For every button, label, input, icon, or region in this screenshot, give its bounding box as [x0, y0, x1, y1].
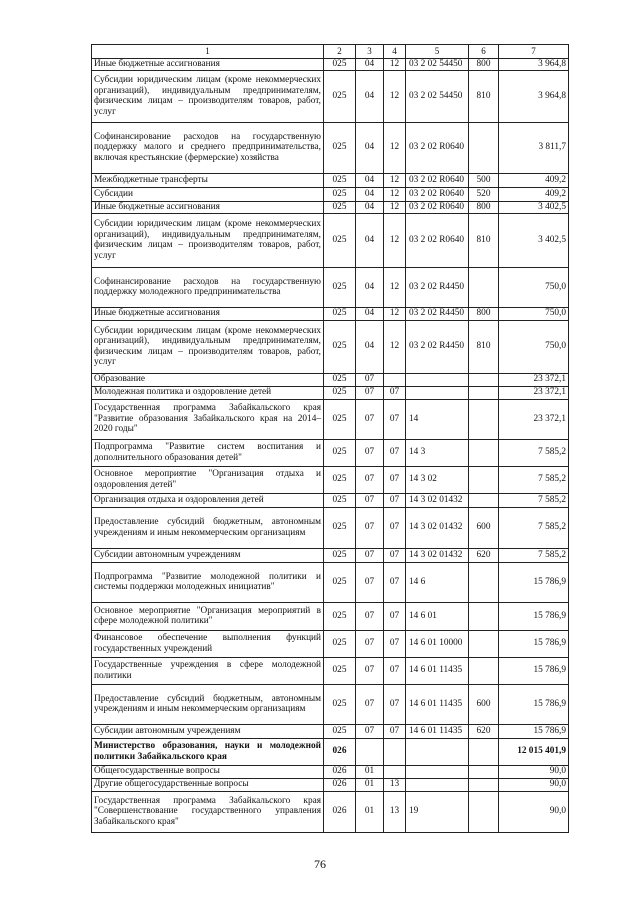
row-ministry-code: 026	[324, 778, 356, 791]
row-target-article-code: 14 3 02	[406, 466, 469, 493]
row-subsection-code: 07	[384, 493, 406, 507]
col-header-name: 1	[92, 45, 324, 59]
row-expense-type-code	[469, 657, 499, 684]
col-header-expense-type: 6	[469, 45, 499, 59]
row-expense-type-code	[469, 602, 499, 630]
row-ministry-code: 025	[324, 59, 356, 71]
row-expense-type-code	[469, 466, 499, 493]
row-amount: 15 786,9	[499, 630, 569, 657]
row-amount: 15 786,9	[499, 602, 569, 630]
row-subsection-code: 12	[384, 59, 406, 71]
row-section-code: 07	[356, 684, 384, 724]
row-amount: 3 964,8	[499, 70, 569, 122]
row-ministry-code: 025	[324, 267, 356, 307]
row-expense-type-code: 600	[469, 684, 499, 724]
row-name: Субсидии автономным учреждениям	[92, 548, 324, 562]
table-row	[92, 70, 569, 122]
row-amount: 90,0	[499, 765, 569, 778]
row-subsection-code: 12	[384, 267, 406, 307]
row-expense-type-code: 500	[469, 173, 499, 187]
table-row	[92, 765, 569, 778]
row-section-code: 04	[356, 59, 384, 71]
row-subsection-code: 13	[384, 778, 406, 791]
row-ministry-code: 025	[324, 386, 356, 399]
col-header-target-article: 5	[406, 45, 469, 59]
row-ministry-code: 025	[324, 373, 356, 386]
row-amount: 750,0	[499, 267, 569, 307]
row-name: Субсидии автономным учреждениям	[92, 724, 324, 738]
row-section-code: 01	[356, 778, 384, 791]
row-subsection-code	[384, 765, 406, 778]
row-ministry-code: 025	[324, 684, 356, 724]
row-expense-type-code: 800	[469, 201, 499, 213]
row-expense-type-code	[469, 765, 499, 778]
table-row	[92, 562, 569, 602]
row-target-article-code: 14 3 02 01432	[406, 548, 469, 562]
row-name: Подпрограмма "Развитие систем воспитания и дополнительного образования детей"	[92, 439, 324, 466]
row-subsection-code: 07	[384, 657, 406, 684]
row-amount: 3 811,7	[499, 122, 569, 173]
row-target-article-code: 14	[406, 399, 469, 439]
row-amount: 3 402,5	[499, 213, 569, 267]
row-section-code: 07	[356, 439, 384, 466]
row-amount: 12 015 401,9	[499, 738, 569, 765]
row-expense-type-code	[469, 778, 499, 791]
row-amount: 15 786,9	[499, 562, 569, 602]
row-subsection-code: 07	[384, 630, 406, 657]
row-name: Министерство образования, науки и молодежной политики Забайкальского края	[92, 738, 324, 765]
row-section-code: 07	[356, 602, 384, 630]
row-expense-type-code: 520	[469, 187, 499, 201]
row-section-code: 07	[356, 399, 384, 439]
row-section-code: 04	[356, 70, 384, 122]
row-subsection-code: 07	[384, 562, 406, 602]
row-subsection-code: 13	[384, 791, 406, 832]
row-target-article-code: 14 3 02 01432	[406, 493, 469, 507]
col-header-section: 3	[356, 45, 384, 59]
row-expense-type-code: 620	[469, 548, 499, 562]
table-row	[92, 630, 569, 657]
row-expense-type-code: 800	[469, 59, 499, 71]
row-name: Основное мероприятие "Организация мероприятий в сфере молодежной политики"	[92, 602, 324, 630]
row-subsection-code: 12	[384, 307, 406, 320]
table-row	[92, 507, 569, 548]
row-expense-type-code	[469, 386, 499, 399]
row-section-code: 04	[356, 122, 384, 173]
row-section-code: 07	[356, 386, 384, 399]
row-name: Подпрограмма "Развитие молодежной политики и системы поддержки молодежных инициатив"	[92, 562, 324, 602]
row-name: Субсидии юридическим лицам (кроме некоммерческих организаций), индивидуальным предпринимателям, физическим лицам – производителям товаров, работ, услуг	[92, 213, 324, 267]
page-number: 76	[314, 857, 326, 871]
row-target-article-code	[406, 373, 469, 386]
table-row	[92, 59, 569, 71]
row-subsection-code: 07	[384, 602, 406, 630]
table-row	[92, 778, 569, 791]
row-amount: 7 585,2	[499, 548, 569, 562]
row-ministry-code: 025	[324, 399, 356, 439]
row-target-article-code: 19	[406, 791, 469, 832]
row-ministry-code: 025	[324, 493, 356, 507]
row-expense-type-code	[469, 439, 499, 466]
row-name: Иные бюджетные ассигнования	[92, 307, 324, 320]
row-subsection-code: 07	[384, 724, 406, 738]
row-ministry-code: 025	[324, 507, 356, 548]
row-subsection-code: 12	[384, 122, 406, 173]
row-section-code: 07	[356, 657, 384, 684]
row-expense-type-code: 810	[469, 70, 499, 122]
row-expense-type-code	[469, 122, 499, 173]
table-row	[92, 738, 569, 765]
row-subsection-code: 12	[384, 187, 406, 201]
row-name: Общегосударственные вопросы	[92, 765, 324, 778]
row-amount: 15 786,9	[499, 684, 569, 724]
row-ministry-code: 025	[324, 320, 356, 373]
row-ministry-code: 025	[324, 307, 356, 320]
row-target-article-code: 14 6 01	[406, 602, 469, 630]
row-subsection-code: 12	[384, 320, 406, 373]
row-section-code: 01	[356, 765, 384, 778]
row-ministry-code: 025	[324, 724, 356, 738]
row-amount: 7 585,2	[499, 507, 569, 548]
row-ministry-code: 025	[324, 439, 356, 466]
row-ministry-code: 026	[324, 791, 356, 832]
row-ministry-code: 025	[324, 602, 356, 630]
row-expense-type-code: 810	[469, 320, 499, 373]
row-section-code: 07	[356, 562, 384, 602]
row-subsection-code: 07	[384, 507, 406, 548]
row-expense-type-code: 810	[469, 213, 499, 267]
table-row	[92, 307, 569, 320]
row-target-article-code: 03 2 02 R0640	[406, 173, 469, 187]
row-subsection-code: 07	[384, 548, 406, 562]
row-ministry-code: 025	[324, 562, 356, 602]
table-row	[92, 399, 569, 439]
row-expense-type-code	[469, 791, 499, 832]
budget-table-page	[91, 44, 568, 833]
row-target-article-code: 03 2 02 R4450	[406, 307, 469, 320]
row-expense-type-code	[469, 373, 499, 386]
row-section-code: 04	[356, 187, 384, 201]
row-expense-type-code	[469, 630, 499, 657]
row-section-code: 04	[356, 307, 384, 320]
row-section-code: 07	[356, 630, 384, 657]
table-row	[92, 386, 569, 399]
table-row	[92, 466, 569, 493]
row-amount: 23 372,1	[499, 373, 569, 386]
row-amount: 409,2	[499, 187, 569, 201]
row-amount: 23 372,1	[499, 386, 569, 399]
row-subsection-code: 07	[384, 684, 406, 724]
table-row	[92, 187, 569, 201]
row-ministry-code: 025	[324, 173, 356, 187]
row-ministry-code: 025	[324, 70, 356, 122]
table-row	[92, 173, 569, 187]
row-name: Финансовое обеспечение выполнения функций государственных учреждений	[92, 630, 324, 657]
row-section-code: 07	[356, 724, 384, 738]
row-amount: 90,0	[499, 778, 569, 791]
row-section-code: 07	[356, 493, 384, 507]
row-section-code: 07	[356, 466, 384, 493]
row-target-article-code	[406, 386, 469, 399]
row-section-code: 04	[356, 173, 384, 187]
row-subsection-code: 07	[384, 386, 406, 399]
row-ministry-code: 026	[324, 738, 356, 765]
row-section-code: 04	[356, 320, 384, 373]
row-ministry-code: 026	[324, 765, 356, 778]
row-section-code: 01	[356, 791, 384, 832]
row-ministry-code: 025	[324, 187, 356, 201]
row-section-code: 07	[356, 507, 384, 548]
row-name: Софинансирование расходов на государственную поддержку молодежного предпринимательства	[92, 267, 324, 307]
row-target-article-code: 14 6 01 11435	[406, 724, 469, 738]
col-header-subsection: 4	[384, 45, 406, 59]
row-target-article-code: 03 2 02 54450	[406, 59, 469, 71]
table-row	[92, 213, 569, 267]
row-amount: 15 786,9	[499, 724, 569, 738]
row-name: Субсидии юридическим лицам (кроме некоммерческих организаций), индивидуальным предпринимателям, физическим лицам – производителям товаров, работ, услуг	[92, 70, 324, 122]
row-subsection-code: 07	[384, 399, 406, 439]
row-ministry-code: 025	[324, 466, 356, 493]
row-amount: 15 786,9	[499, 657, 569, 684]
row-expense-type-code	[469, 267, 499, 307]
row-expense-type-code	[469, 399, 499, 439]
row-subsection-code	[384, 738, 406, 765]
table-row	[92, 320, 569, 373]
row-section-code: 04	[356, 201, 384, 213]
table-row	[92, 373, 569, 386]
row-name: Образование	[92, 373, 324, 386]
table-row	[92, 122, 569, 173]
row-ministry-code: 025	[324, 201, 356, 213]
row-target-article-code	[406, 778, 469, 791]
row-expense-type-code: 620	[469, 724, 499, 738]
row-name: Государственная программа Забайкальского края "Совершенствование государственного управления Забайкальского края"	[92, 791, 324, 832]
row-amount: 23 372,1	[499, 399, 569, 439]
row-subsection-code: 12	[384, 201, 406, 213]
row-name: Субсидии юридическим лицам (кроме некоммерческих организаций), индивидуальным предпринимателям, физическим лицам – производителям товаров, работ, услуг	[92, 320, 324, 373]
table-row	[92, 791, 569, 832]
table-row	[92, 684, 569, 724]
row-section-code: 04	[356, 267, 384, 307]
row-ministry-code: 025	[324, 548, 356, 562]
row-amount: 3 402,5	[499, 201, 569, 213]
row-target-article-code: 03 2 02 R4450	[406, 320, 469, 373]
row-name: Межбюджетные трансферты	[92, 173, 324, 187]
row-amount: 90,0	[499, 791, 569, 832]
row-target-article-code: 14 3 02 01432	[406, 507, 469, 548]
row-amount: 409,2	[499, 173, 569, 187]
col-header-ministry: 2	[324, 45, 356, 59]
table-row	[92, 201, 569, 213]
row-expense-type-code: 600	[469, 507, 499, 548]
row-expense-type-code	[469, 562, 499, 602]
row-section-code: 07	[356, 373, 384, 386]
row-section-code: 04	[356, 213, 384, 267]
row-name: Молодежная политика и оздоровление детей	[92, 386, 324, 399]
row-amount: 7 585,2	[499, 466, 569, 493]
row-name: Государственная программа Забайкальского края "Развитие образования Забайкальского края на 2014–2020 годы"	[92, 399, 324, 439]
row-target-article-code: 03 2 02 54450	[406, 70, 469, 122]
row-subsection-code: 07	[384, 466, 406, 493]
row-name: Иные бюджетные ассигнования	[92, 201, 324, 213]
row-amount: 7 585,2	[499, 439, 569, 466]
budget-table	[91, 44, 569, 833]
row-ministry-code: 025	[324, 630, 356, 657]
row-target-article-code: 03 2 02 R4450	[406, 267, 469, 307]
row-target-article-code: 03 2 02 R0640	[406, 201, 469, 213]
row-amount: 3 964,8	[499, 59, 569, 71]
row-expense-type-code: 800	[469, 307, 499, 320]
row-name: Предоставление субсидий бюджетным, автономным учреждениям и иным некоммерческим организациям	[92, 507, 324, 548]
row-target-article-code: 03 2 02 R0640	[406, 122, 469, 173]
row-target-article-code: 03 2 02 R0640	[406, 213, 469, 267]
table-row	[92, 548, 569, 562]
row-ministry-code: 025	[324, 213, 356, 267]
row-subsection-code: 07	[384, 439, 406, 466]
row-section-code	[356, 738, 384, 765]
row-subsection-code: 12	[384, 173, 406, 187]
row-subsection-code	[384, 373, 406, 386]
row-name: Предоставление субсидий бюджетным, автономным учреждениям и иным некоммерческим организациям	[92, 684, 324, 724]
table-row	[92, 602, 569, 630]
row-target-article-code: 14 6 01 10000	[406, 630, 469, 657]
table-row	[92, 724, 569, 738]
row-target-article-code: 03 2 02 R0640	[406, 187, 469, 201]
row-amount: 750,0	[499, 320, 569, 373]
table-row	[92, 267, 569, 307]
row-target-article-code	[406, 738, 469, 765]
row-target-article-code: 14 3	[406, 439, 469, 466]
table-row	[92, 439, 569, 466]
row-name: Другие общегосударственные вопросы	[92, 778, 324, 791]
row-target-article-code	[406, 765, 469, 778]
row-name: Софинансирование расходов на государственную поддержку малого и среднего предпринимательства, включая крестьянские (фермерские) хозяйства	[92, 122, 324, 173]
table-row	[92, 493, 569, 507]
row-target-article-code: 14 6	[406, 562, 469, 602]
row-name: Субсидии	[92, 187, 324, 201]
row-subsection-code: 12	[384, 70, 406, 122]
row-section-code: 07	[356, 548, 384, 562]
row-subsection-code: 12	[384, 213, 406, 267]
row-amount: 7 585,2	[499, 493, 569, 507]
row-ministry-code: 025	[324, 657, 356, 684]
row-expense-type-code	[469, 493, 499, 507]
row-name: Иные бюджетные ассигнования	[92, 59, 324, 71]
row-name: Основное мероприятие "Организация отдыха и оздоровления детей"	[92, 466, 324, 493]
col-header-amount: 7	[499, 45, 569, 59]
row-name: Государственные учреждения в сфере молодежной политики	[92, 657, 324, 684]
row-expense-type-code	[469, 738, 499, 765]
table-row	[92, 657, 569, 684]
row-target-article-code: 14 6 01 11435	[406, 684, 469, 724]
column-number-row	[92, 45, 569, 59]
row-target-article-code: 14 6 01 11435	[406, 657, 469, 684]
row-ministry-code: 025	[324, 122, 356, 173]
row-name: Организация отдыха и оздоровления детей	[92, 493, 324, 507]
row-amount: 750,0	[499, 307, 569, 320]
